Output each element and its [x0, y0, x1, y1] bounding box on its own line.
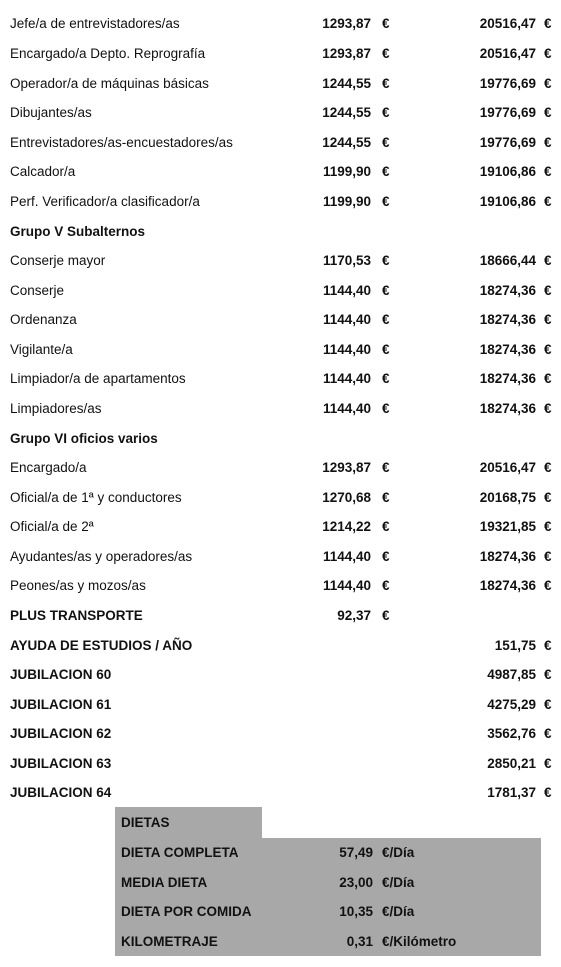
currency-symbol: €: [544, 253, 552, 268]
currency-symbol: €: [382, 105, 390, 120]
annual-value: 18274,36: [479, 401, 536, 416]
row-label: Dibujantes/as: [10, 105, 92, 120]
currency-symbol: €: [382, 371, 390, 386]
jubilacion-row: [0, 693, 561, 717]
monthly-value: 1244,55: [322, 105, 371, 120]
group-heading: [0, 220, 561, 244]
annual-value: 18274,36: [479, 312, 536, 327]
table-row: [0, 515, 561, 539]
annual-value: 19106,86: [479, 164, 536, 179]
table-row: [0, 42, 561, 66]
currency-symbol: €: [382, 312, 390, 327]
table-row: [0, 160, 561, 184]
currency-symbol: €: [544, 460, 552, 475]
dietas-title: DIETAS: [121, 815, 170, 830]
table-row: [0, 545, 561, 569]
currency-symbol: €: [544, 312, 552, 327]
annual-value: 1781,37: [487, 785, 536, 800]
row-label: JUBILACION 63: [10, 756, 112, 771]
jubilacion-row: [0, 781, 561, 805]
annual-value: 19776,69: [479, 76, 536, 91]
currency-symbol: €: [544, 194, 552, 209]
annual-value: 18274,36: [479, 342, 536, 357]
dieta-row: [115, 838, 541, 867]
currency-symbol: €: [544, 401, 552, 416]
table-row: [0, 72, 561, 96]
annual-value: 18274,36: [479, 283, 536, 298]
row-label: Limpiadores/as: [10, 401, 102, 416]
dieta-value: 57,49: [339, 845, 373, 860]
annual-value: 20168,75: [479, 490, 536, 505]
row-label: Perf. Verificador/a clasificador/a: [10, 194, 200, 209]
dieta-value: 0,31: [346, 934, 373, 949]
dietas-table: [115, 838, 541, 956]
table-row: [0, 338, 561, 362]
row-label: Oficial/a de 2ª: [10, 519, 94, 534]
monthly-value: 1144,40: [322, 312, 371, 327]
currency-symbol: €: [544, 105, 552, 120]
dieta-unit: €/Día: [382, 845, 415, 860]
dieta-row: [115, 927, 541, 956]
monthly-value: 1293,87: [322, 46, 371, 61]
monthly-value: 1144,40: [322, 283, 371, 298]
currency-symbol: €: [382, 608, 390, 623]
group-label: Grupo V Subalternos: [10, 224, 146, 239]
monthly-value: 1144,40: [322, 342, 371, 357]
currency-symbol: €: [544, 578, 552, 593]
monthly-value: 1144,40: [322, 371, 371, 386]
currency-symbol: €: [382, 401, 390, 416]
monthly-value: 1293,87: [322, 460, 371, 475]
dieta-label: KILOMETRAJE: [121, 934, 218, 949]
row-label: JUBILACION 62: [10, 726, 112, 741]
row-label: Oficial/a de 1ª y conductores: [10, 490, 182, 505]
row-label: Jefe/a de entrevistadores/as: [10, 16, 180, 31]
currency-symbol: €: [544, 342, 552, 357]
dieta-row: [115, 897, 541, 926]
row-label: Limpiador/a de apartamentos: [10, 371, 186, 386]
currency-symbol: €: [382, 46, 390, 61]
row-label: Vigilante/a: [10, 342, 73, 357]
currency-symbol: €: [382, 342, 390, 357]
dieta-value: 10,35: [339, 904, 373, 919]
annual-value: 18274,36: [479, 371, 536, 386]
table-row: [0, 308, 561, 332]
row-label: Conserje: [10, 283, 65, 298]
row-label: Entrevistadores/as-encuestadores/as: [10, 135, 233, 150]
dieta-label: MEDIA DIETA: [121, 875, 208, 890]
row-label: Encargado/a Depto. Reprografía: [10, 46, 206, 61]
dieta-unit: €/Kilómetro: [382, 934, 457, 949]
monthly-value: 1293,87: [322, 16, 371, 31]
dieta-unit: €/Día: [382, 904, 415, 919]
currency-symbol: €: [382, 549, 390, 564]
annual-value: 19776,69: [479, 135, 536, 150]
annual-value: 151,75: [494, 638, 536, 653]
row-label: AYUDA DE ESTUDIOS / AÑO: [10, 638, 193, 653]
monthly-value: 1170,53: [322, 253, 371, 268]
row-label: JUBILACION 60: [10, 667, 112, 682]
row-label: Calcador/a: [10, 164, 76, 179]
dieta-unit: €/Día: [382, 875, 415, 890]
table-row: [0, 456, 561, 480]
currency-symbol: €: [544, 549, 552, 564]
row-label: Ordenanza: [10, 312, 77, 327]
jubilacion-row: [0, 722, 561, 746]
row-label: JUBILACION 64: [10, 785, 112, 800]
annual-value: 19776,69: [479, 105, 536, 120]
currency-symbol: €: [544, 490, 552, 505]
monthly-value: 1214,22: [322, 519, 371, 534]
currency-symbol: €: [544, 46, 552, 61]
plus-transporte-row: [0, 604, 561, 628]
currency-symbol: €: [544, 371, 552, 386]
annual-value: 19106,86: [479, 194, 536, 209]
annual-value: 20516,47: [479, 460, 536, 475]
table-row: [0, 101, 561, 125]
currency-symbol: €: [382, 519, 390, 534]
currency-symbol: €: [544, 697, 552, 712]
currency-symbol: €: [382, 16, 390, 31]
annual-value: 19321,85: [479, 519, 536, 534]
table-row: [0, 131, 561, 155]
currency-symbol: €: [382, 135, 390, 150]
currency-symbol: €: [544, 519, 552, 534]
dieta-label: DIETA POR COMIDA: [121, 904, 252, 919]
currency-symbol: €: [382, 76, 390, 91]
currency-symbol: €: [382, 490, 390, 505]
monthly-value: 1144,40: [322, 401, 371, 416]
currency-symbol: €: [382, 283, 390, 298]
annual-value: 20516,47: [479, 16, 536, 31]
currency-symbol: €: [382, 253, 390, 268]
monthly-value: 1244,55: [322, 135, 371, 150]
group-heading: [0, 427, 561, 451]
dietas-header: [115, 807, 262, 838]
table-row: [0, 279, 561, 303]
currency-symbol: €: [544, 785, 552, 800]
monthly-value: 1144,40: [322, 578, 371, 593]
row-label: Encargado/a: [10, 460, 87, 475]
currency-symbol: €: [544, 667, 552, 682]
annual-value: 4275,29: [487, 697, 536, 712]
ayuda-estudios-row: [0, 634, 561, 658]
row-label: PLUS TRANSPORTE: [10, 608, 143, 623]
currency-symbol: €: [382, 164, 390, 179]
jubilacion-row: [0, 752, 561, 776]
currency-symbol: €: [544, 16, 552, 31]
row-label: Ayudantes/as y operadores/as: [10, 549, 193, 564]
monthly-value: 1199,90: [322, 194, 371, 209]
currency-symbol: €: [544, 756, 552, 771]
currency-symbol: €: [544, 76, 552, 91]
row-label: Peones/as y mozos/as: [10, 578, 146, 593]
currency-symbol: €: [544, 283, 552, 298]
row-label: Operador/a de máquinas básicas: [10, 76, 209, 91]
annual-value: 18666,44: [479, 253, 536, 268]
jubilacion-row: [0, 663, 561, 687]
annual-value: 18274,36: [479, 578, 536, 593]
annual-value: 2850,21: [487, 756, 536, 771]
monthly-value: 92,37: [337, 608, 371, 623]
currency-symbol: €: [382, 460, 390, 475]
currency-symbol: €: [382, 578, 390, 593]
currency-symbol: €: [544, 638, 552, 653]
table-row: [0, 397, 561, 421]
row-label: JUBILACION 61: [10, 697, 112, 712]
annual-value: 3562,76: [487, 726, 536, 741]
annual-value: 20516,47: [479, 46, 536, 61]
table-row: [0, 367, 561, 391]
table-row: [0, 574, 561, 598]
currency-symbol: €: [544, 135, 552, 150]
dieta-label: DIETA COMPLETA: [121, 845, 239, 860]
monthly-value: 1199,90: [322, 164, 371, 179]
currency-symbol: €: [382, 194, 390, 209]
dieta-row: [115, 868, 541, 897]
table-row: [0, 12, 561, 36]
annual-value: 4987,85: [487, 667, 536, 682]
annual-value: 18274,36: [479, 549, 536, 564]
monthly-value: 1244,55: [322, 76, 371, 91]
group-label: Grupo VI oficios varios: [10, 431, 158, 446]
dieta-value: 23,00: [339, 875, 373, 890]
table-row: [0, 249, 561, 273]
monthly-value: 1270,68: [322, 490, 371, 505]
table-row: [0, 190, 561, 214]
table-row: [0, 486, 561, 510]
currency-symbol: €: [544, 726, 552, 741]
monthly-value: 1144,40: [322, 549, 371, 564]
row-label: Conserje mayor: [10, 253, 106, 268]
currency-symbol: €: [544, 164, 552, 179]
